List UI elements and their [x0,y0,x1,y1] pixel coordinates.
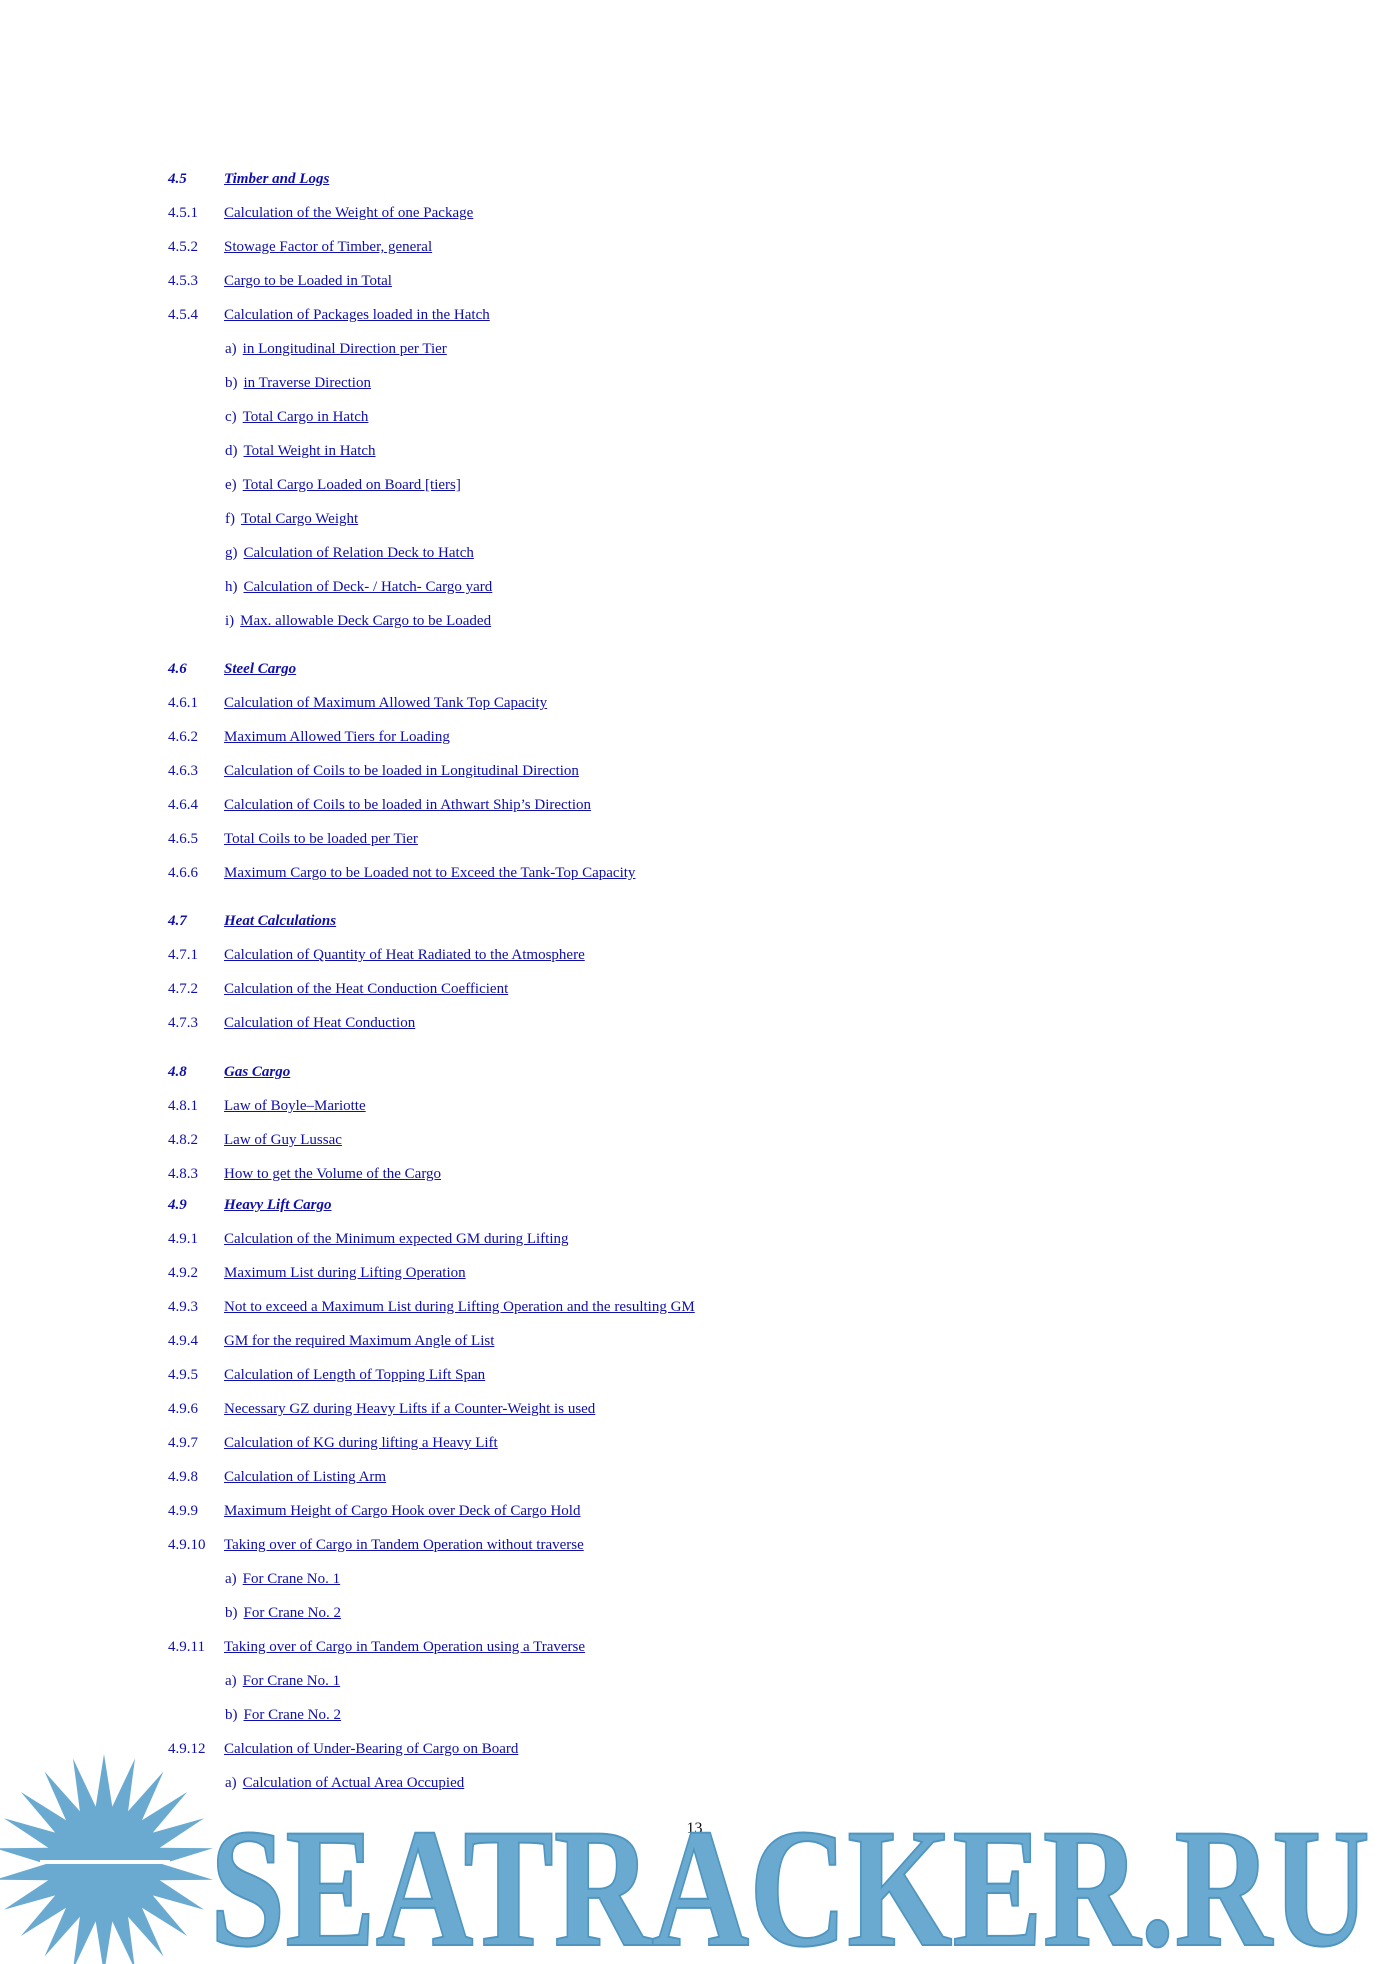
toc-subitem-link[interactable] [225,544,474,562]
toc-item-link[interactable] [168,694,547,712]
toc-number: 4.9.10 [168,1537,206,1553]
toc-item-link[interactable] [168,1165,441,1183]
toc-title: Stowage Factor of Timber, general [224,239,433,255]
toc-title: Necessary GZ during Heavy Lifts if a Counter-Weight is used [224,1401,596,1417]
toc-item-link[interactable] [168,864,635,882]
toc-item-link[interactable] [168,1502,580,1520]
toc-title: in Longitudinal Direction per Tier [242,341,447,357]
toc-item-link[interactable] [168,1097,366,1115]
toc-item-link[interactable] [168,830,418,848]
toc-subitem-link[interactable] [225,612,491,630]
toc-number: 4.6.1 [168,695,198,711]
toc-number: 4.5.1 [168,205,198,221]
toc-item-link[interactable] [168,1400,595,1418]
toc-number: a) [225,1571,237,1587]
toc-title: Timber and Logs [224,171,330,187]
toc-item-link[interactable] [168,1332,494,1350]
toc-title: Not to exceed a Maximum List during Lifting Operation and the resulting GM [224,1299,695,1315]
toc-number: i) [225,613,235,629]
toc-item-link[interactable] [168,1230,569,1248]
toc-title: For Crane No. 1 [242,1571,341,1587]
toc-title: For Crane No. 2 [243,1707,341,1723]
toc-subitem-link[interactable] [225,1604,341,1622]
toc-title: Calculation of the Heat Conduction Coefficient [224,981,509,997]
toc-item-link[interactable] [168,1014,415,1032]
toc-title: Gas Cargo [224,1064,291,1080]
toc-title: Calculation of Length of Topping Lift Span [224,1367,486,1383]
toc-title: Max. allowable Deck Cargo to be Loaded [240,613,492,629]
toc-number: 4.9.3 [168,1299,198,1315]
toc-title: Calculation of the Minimum expected GM during Lifting [224,1231,569,1247]
toc-title: Steel Cargo [224,661,297,677]
toc-number: 4.9.8 [168,1469,198,1485]
toc-title: Calculation of Actual Area Occupied [242,1775,465,1791]
toc-number: 4.8 [168,1064,187,1080]
toc-section-heading[interactable] [168,912,336,930]
toc-subitem-link[interactable] [225,408,368,426]
toc-title: Calculation of Quantity of Heat Radiated to the Atmosphere [224,947,585,963]
toc-title: Calculation of Coils to be loaded in Longitudinal Direction [224,763,579,779]
toc-subitem-link[interactable] [225,578,492,596]
toc-number: 4.9.1 [168,1231,198,1247]
toc-number: 4.6.3 [168,763,198,779]
toc-title: Total Cargo Loaded on Board [tiers] [242,477,461,493]
toc-item-link[interactable] [168,1366,485,1384]
toc-title: Total Coils to be loaded per Tier [224,831,418,847]
toc-title: Heat Calculations [224,913,337,929]
toc-title: Cargo to be Loaded in Total [224,273,392,289]
toc-item-link[interactable] [168,306,490,324]
toc-title: Maximum Allowed Tiers for Loading [224,729,450,745]
toc-subitem-link[interactable] [225,510,358,528]
toc-title: in Traverse Direction [243,375,371,391]
toc-title: Calculation of Heat Conduction [224,1015,416,1031]
toc-number: b) [225,375,238,391]
toc-title: For Crane No. 2 [243,1605,341,1621]
toc-number: 4.8.2 [168,1132,198,1148]
toc-subitem-link[interactable] [225,340,447,358]
toc-item-link[interactable] [168,1638,585,1656]
toc-item-link[interactable] [168,1536,584,1554]
toc-title: Law of Boyle–Mariotte [224,1098,366,1114]
seatracker-watermark [0,1740,1389,1964]
toc-number: a) [225,1673,237,1689]
toc-title: Calculation of the Weight of one Package [224,205,474,221]
toc-number: 4.5.4 [168,307,198,323]
toc-title: Total Cargo Weight [241,511,359,527]
toc-subitem-link[interactable] [225,1570,340,1588]
toc-number: 4.6 [168,661,187,677]
toc-title: Law of Guy Lussac [224,1132,342,1148]
toc-item-link[interactable] [168,1468,386,1486]
toc-title: Calculation of Relation Deck to Hatch [243,545,474,561]
toc-item-link[interactable] [168,272,392,290]
toc-title: GM for the required Maximum Angle of List [224,1333,495,1349]
toc-title: Total Weight in Hatch [243,443,376,459]
toc-item-link[interactable] [168,1264,466,1282]
toc-subitem-link[interactable] [225,1672,340,1690]
toc-number: a) [225,1775,237,1791]
toc-number: a) [225,341,237,357]
toc-number: 4.8.1 [168,1098,198,1114]
toc-item-link[interactable] [168,1298,695,1316]
toc-number: 4.6.2 [168,729,198,745]
toc-number: 4.9.6 [168,1401,198,1417]
toc-number: 4.9.4 [168,1333,198,1349]
toc-title: Calculation of Packages loaded in the Hatch [224,307,490,323]
watermark-text: SEATRACKER.RU [210,1794,1370,1964]
page-number: 13 [686,1820,703,1837]
toc-title: Maximum Cargo to be Loaded not to Exceed the Tank-Top Capacity [224,865,636,881]
toc-title: Calculation of Deck- / Hatch- Cargo yard [243,579,493,595]
toc-number: 4.9.9 [168,1503,198,1519]
toc-title: Heavy Lift Cargo [224,1197,332,1213]
toc-number: g) [225,545,238,561]
toc-number: 4.7.2 [168,981,198,997]
toc-number: 4.8.3 [168,1166,198,1182]
sun-logo-icon [0,1754,213,1964]
toc-number: h) [225,579,238,595]
toc-subitem-link[interactable] [225,442,376,460]
toc-number: 4.7 [168,913,187,929]
toc-title: Taking over of Cargo in Tandem Operation without traverse [224,1537,584,1553]
toc-section-heading[interactable] [168,1063,290,1081]
toc-item-link[interactable] [168,946,585,964]
toc-title: How to get the Volume of the Cargo [224,1166,442,1182]
toc-item-link[interactable] [168,980,508,998]
toc-number: 4.6.4 [168,797,198,813]
toc-item-link[interactable] [168,238,432,256]
toc-title: Calculation of Listing Arm [224,1469,387,1485]
toc-number: 4.5.2 [168,239,198,255]
toc-number: 4.9.11 [168,1639,205,1655]
toc-section-heading[interactable] [168,660,296,678]
toc-title: Maximum Height of Cargo Hook over Deck of Cargo Hold [224,1503,581,1519]
toc-number: b) [225,1707,238,1723]
toc-title: Calculation of Coils to be loaded in Athwart Ship’s Direction [224,797,592,813]
toc-number: 4.5.3 [168,273,198,289]
toc-number: 4.9.5 [168,1367,198,1383]
toc-number: 4.6.5 [168,831,198,847]
toc-item-link[interactable] [168,1131,342,1149]
toc-item-link[interactable] [168,762,579,780]
toc-item-link[interactable] [168,204,473,222]
toc-number: 4.9.7 [168,1435,198,1451]
toc-item-link[interactable] [168,728,450,746]
toc-title: Maximum List during Lifting Operation [224,1265,466,1281]
toc-title: Calculation of Maximum Allowed Tank Top Capacity [224,695,548,711]
toc-number: 4.9.12 [168,1741,206,1757]
toc-number: 4.9 [168,1197,187,1213]
toc-number: d) [225,443,238,459]
toc-subitem-link[interactable] [225,1706,341,1724]
toc-number: e) [225,477,237,493]
toc-item-link[interactable] [168,1434,498,1452]
toc-number: b) [225,1605,238,1621]
toc-section-heading[interactable] [168,1196,331,1214]
toc-number: 4.9.2 [168,1265,198,1281]
toc-title: Calculation of Under-Bearing of Cargo on Board [224,1741,519,1757]
toc-title: Calculation of KG during lifting a Heavy Lift [224,1435,498,1451]
toc-number: 4.6.6 [168,865,198,881]
toc-item-link[interactable] [168,796,591,814]
toc-subitem-link[interactable] [225,476,461,494]
toc-subitem-link[interactable] [225,374,371,392]
toc-number: f) [225,511,235,527]
toc-section-heading[interactable] [168,170,329,188]
toc-number: 4.7.1 [168,947,198,963]
toc-title: For Crane No. 1 [242,1673,341,1689]
toc-title: Total Cargo in Hatch [242,409,369,425]
toc-number: 4.7.3 [168,1015,198,1031]
toc-number: c) [225,409,237,425]
toc-number: 4.5 [168,171,187,187]
toc-title: Taking over of Cargo in Tandem Operation using a Traverse [224,1639,586,1655]
